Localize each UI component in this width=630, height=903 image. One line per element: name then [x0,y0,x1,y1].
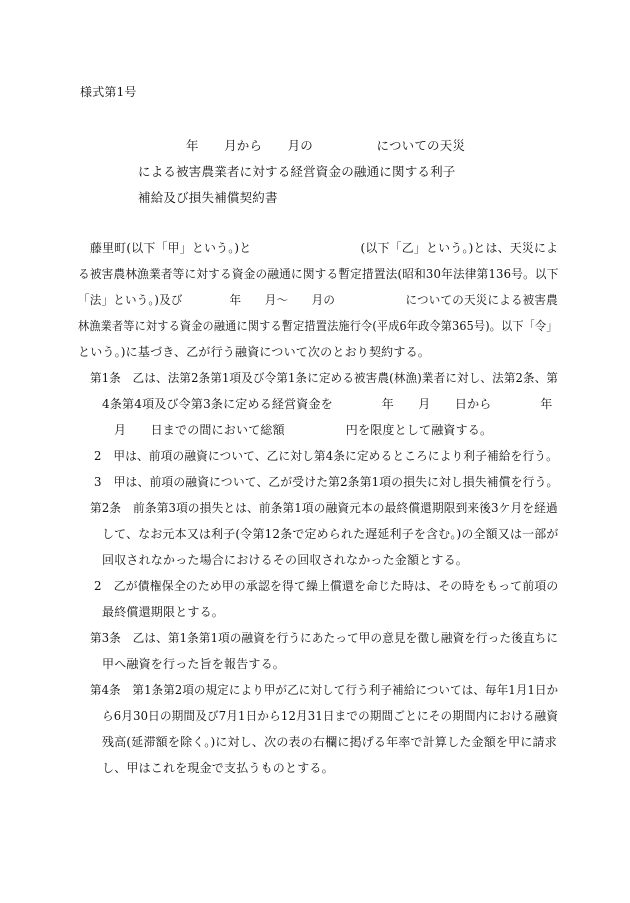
article-4-line: ら6月30日の期間及び7月1日から12月31日までの期間ごとにその期間内における融資 [102,709,559,723]
title-line-3: 補給及び損失補償契約書 [138,190,278,205]
article-1-paragraph-3: 3 甲は、前項の融資について、乙が受けた第2条第1項の損失に対し損失補償を行う。 [94,475,559,489]
preamble-line: る被害農林漁業者等に対する資金の融通に関する暫定措置法(昭和30年法律第136号。以下 [78,267,559,281]
preamble-line: 林漁業者等に対する資金の融通に関する暫定措置法施行令(平成6年政令第365号)。以下「令」 [78,319,558,333]
article-3-line: 第3条 乙は、第1条第1項の融資を行うにあたって甲の意見を徴し融資を行った後直ちに [90,631,559,645]
article-4-line: し、甲はこれを現金で支払うものとする。 [102,761,334,775]
title-line-1: 年 月から 月の についての天災 [186,138,466,153]
preamble-line: 藤里町(以下「甲」という。)と (以下「乙」という。)とは、天災によ [90,241,559,255]
article-3-line: 甲へ融資を行った旨を報告する。 [102,657,286,671]
article-1-line: 第1条 乙は、法第2条第1項及び令第1条に定める被害農(林漁)業者に対し、法第2条、第 [90,371,559,385]
preamble-line: 「法」という。)及び 年 月～ 月の についての天災による被害農 [78,293,558,307]
article-2-line: 回収されなかった場合におけるその回収されなかった金額とする。 [102,553,469,567]
article-2-paragraph-2: 最終償還期限とする。 [102,605,225,619]
article-2-line: 第2条 前条第3項の損失とは、前条第1項の融資元本の最終償還期限到来後3ケ月を経過 [90,501,558,515]
article-1-line: 4条第4項及び令第3条に定める経営資金を 年 月 日から 年 [102,397,553,411]
form-number: 様式第1号 [80,85,137,99]
article-2-paragraph-2: 2 乙が債権保全のため甲の承認を得て繰上償還を命じた時は、その時をもって前項の [94,579,559,593]
article-1-paragraph-2: 2 甲は、前項の融資について、乙に対し第4条に定めるところにより利子補給を行う。 [94,449,558,463]
article-2-line: して、なお元本又は利子(令第12条で定められた遅延利子を含む。)の全額又は一部が [102,527,559,541]
title-line-2: による被害農業者に対する経営資金の融通に関する利子 [138,164,456,179]
article-4-line: 残高(延滞額を除く。)に対し、次の表の右欄に掲げる年率で計算した金額を甲に請求 [102,735,557,749]
preamble-line: という。)に基づき、乙が行う融資について次のとおり契約する。 [78,345,430,359]
article-1-line: 月 日までの間において総額 円を限度として融資する。 [114,423,493,437]
article-4-line: 第4条 第1条第2項の規定により甲が乙に対して行う利子補給については、毎年1月1日か [90,683,559,697]
